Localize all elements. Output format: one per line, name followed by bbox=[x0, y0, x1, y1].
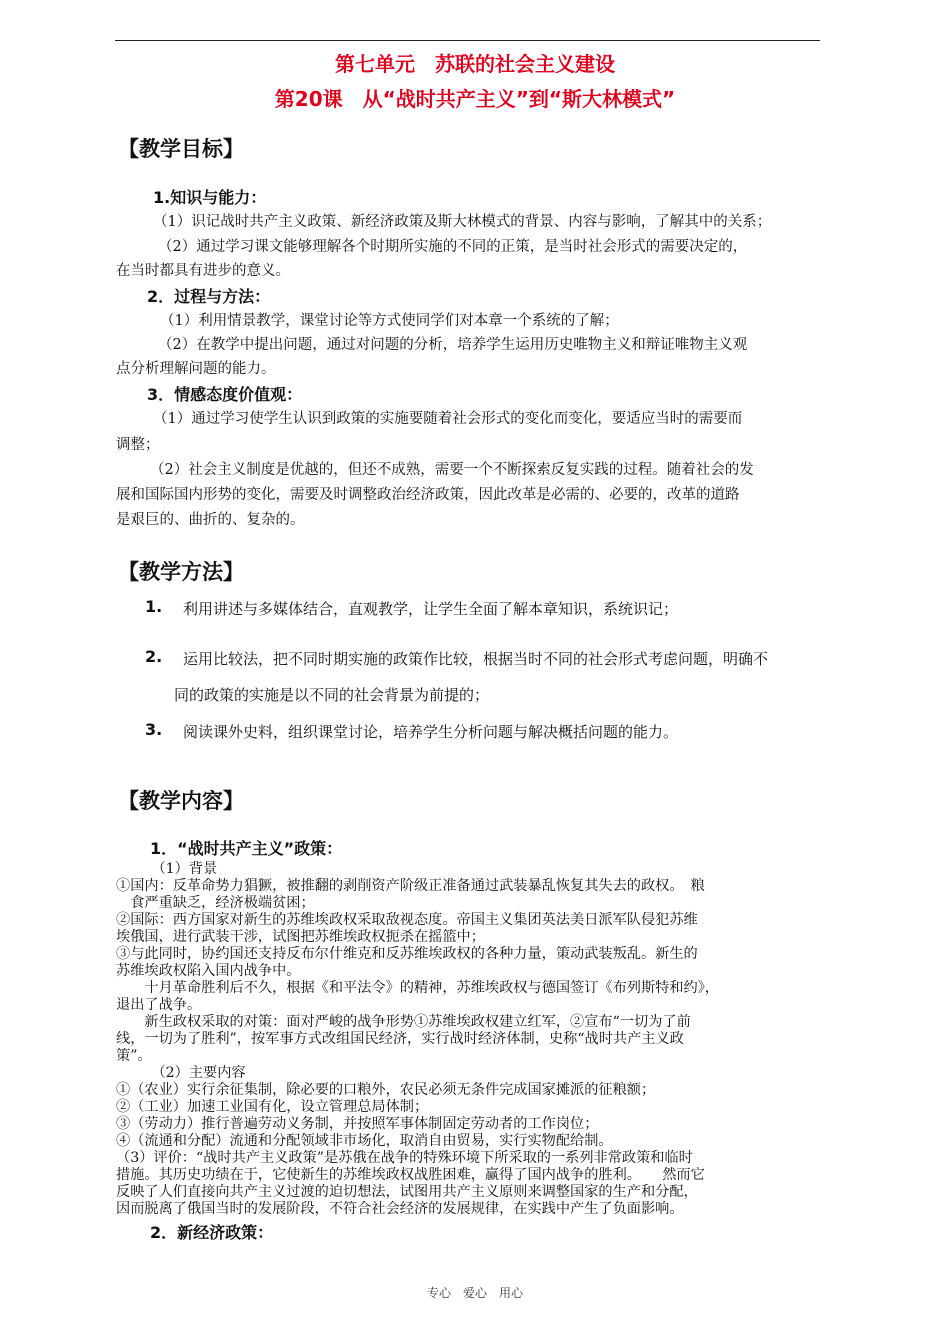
content-line: 埃俄国，进行武装干涉，试图把苏维埃政权扼杀在摇篮中； bbox=[116, 929, 485, 945]
content-line: 食严重缺乏，经济极端贫困； bbox=[116, 895, 315, 911]
content-line: ①国内：反革命势力猖獗，被推翻的剥削资产阶级正准备通过武装暴乱恢复其失去的政权。 粮 bbox=[116, 878, 705, 894]
content-line: 苏维埃政权陷入国内战争中。 bbox=[116, 963, 301, 979]
content-line: 策”。 bbox=[116, 1048, 152, 1064]
emotion-line: （2）社会主义制度是优越的，但还不成熟，需要一个不断探索反复实践的过程。随着社会的发 bbox=[150, 462, 754, 478]
content-line: 线，一切为了胜利”，按军事方式改组国民经济，实行战时经济体制，史称“战时共产主义政 bbox=[116, 1031, 684, 1047]
knowledge-line: （1）识记战时共产主义政策、新经济政策及斯大林模式的背景、内容与影响，了解其中的关系； bbox=[153, 214, 772, 230]
method-line: 运用比较法，把不同时期实施的政策作比较，根据当时不同的社会形式考虑问题，明确不 bbox=[183, 650, 769, 668]
content-line: ①（农业）实行余征集制，除必要的口粮外，农民必须无条件完成国家摊派的征粮额； bbox=[116, 1082, 656, 1098]
content-line: ②（工业）加速工业国有化，设立管理总局体制； bbox=[116, 1099, 429, 1115]
content-line: （1）背景 bbox=[116, 861, 218, 877]
emotion-line: 展和国际国内形势的变化，需要及时调整政治经济政策，因此改革是必需的、必要的，改革的道路 bbox=[116, 487, 740, 503]
methods-heading: 【教学方法】 bbox=[118, 560, 244, 584]
content-line: ③与此同时，协约国还支持反布尔什维克和反苏维埃政权的各种力量，策动武装叛乱。新生的 bbox=[116, 946, 698, 962]
content-line: 退出了战争。 bbox=[116, 997, 202, 1013]
process-line: 点分析理解问题的能力。 bbox=[116, 361, 276, 377]
knowledge-line: （2）通过学习课文能够理解各个时期所实施的不同的正策，是当时社会形式的需要决定的， bbox=[158, 239, 748, 255]
content-heading: 【教学内容】 bbox=[118, 789, 244, 813]
goals-heading: 【教学目标】 bbox=[118, 137, 244, 161]
emotion-heading: 3．情感态度价值观： bbox=[147, 385, 303, 404]
method-line: 利用讲述与多媒体结合，直观教学，让学生全面了解本章知识，系统识记； bbox=[183, 600, 679, 618]
process-line: （2）在教学中提出问题，通过对问题的分析，培养学生运用历史唯物主义和辩证唯物主义观 bbox=[158, 337, 748, 353]
content-line: 因而脱离了俄国当时的发展阶段，不符合社会经济的发展规律，在实践中产生了负面影响。 bbox=[116, 1201, 684, 1217]
page-footer: 专心 爱心 用心 bbox=[426, 1286, 523, 1300]
part2-heading: 2．新经济政策： bbox=[150, 1223, 274, 1242]
unit-title: 第七单元 苏联的社会主义建设 bbox=[335, 52, 615, 76]
part1-heading: 1．“战时共产主义”政策： bbox=[150, 839, 343, 858]
process-heading: 2．过程与方法： bbox=[147, 287, 271, 306]
lesson-title: 第20课 从“战时共产主义”到“斯大林模式” bbox=[274, 87, 676, 111]
method-line: 阅读课外史料，组织课堂讨论，培养学生分析问题与解决概括问题的能力。 bbox=[183, 723, 679, 741]
method-number: 3. bbox=[145, 720, 163, 739]
header-rule bbox=[115, 40, 820, 41]
method-number: 2. bbox=[145, 647, 163, 666]
content-line: 措施。其历史功绩在于，它使新生的苏维埃政权战胜困难，赢得了国内战争的胜利。 然而它 bbox=[116, 1167, 705, 1183]
content-line: （3）评价：“战时共产主义政策”是苏俄在战争的特殊环境下所采取的一系列非常政策和临时 bbox=[116, 1150, 693, 1166]
content-line: （2）主要内容 bbox=[116, 1065, 246, 1081]
method-line: 同的政策的实施是以不同的社会背景为前提的； bbox=[174, 686, 490, 704]
content-line: 十月革命胜利后不久，根据《和平法令》的精神，苏维埃政权与德国签订《布列斯特和约》， bbox=[116, 980, 719, 996]
knowledge-heading: 1.知识与能力： bbox=[153, 188, 267, 207]
content-line: ③（劳动力）推行普遍劳动义务制，并按照军事体制固定劳动者的工作岗位； bbox=[116, 1116, 599, 1132]
content-line: 新生政权采取的对策：面对严峻的战争形势①苏维埃政权建立红军，②宣布“一切为了前 bbox=[116, 1014, 691, 1030]
emotion-line: 是艰巨的、曲折的、复杂的。 bbox=[116, 512, 305, 528]
content-line: 反映了人们直接向共产主义过渡的迫切想法，试图用共产主义原则来调整国家的生产和分配， bbox=[116, 1184, 698, 1200]
process-line: （1）利用情景教学，课堂讨论等方式使同学们对本章一个系统的了解； bbox=[160, 313, 619, 329]
emotion-line: 调整； bbox=[116, 437, 160, 453]
content-line: ②国际：西方国家对新生的苏维埃政权采取敌视态度。帝国主义集团英法美日派军队侵犯苏维 bbox=[116, 912, 698, 928]
knowledge-line: 在当时都具有进步的意义。 bbox=[116, 263, 290, 279]
content-line: ④（流通和分配）流通和分配领域非市场化，取消自由贸易，实行实物配给制。 bbox=[116, 1133, 613, 1149]
emotion-line: （1）通过学习使学生认识到政策的实施要随着社会形式的变化而变化，要适应当时的需要而 bbox=[153, 411, 743, 427]
method-number: 1. bbox=[145, 597, 163, 616]
